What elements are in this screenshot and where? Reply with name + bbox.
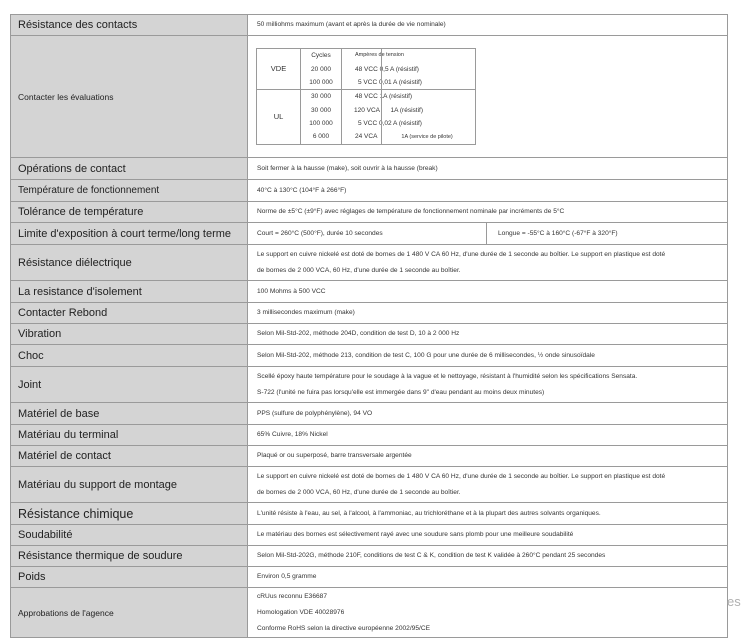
value-line: de bornes de 2 000 VCA, 60 Hz, d'une durée de 1 seconde au boîtier. <box>257 488 461 496</box>
row-label: Résistance diélectrique <box>11 245 248 281</box>
contact-ratings-table <box>256 48 476 145</box>
cycles-cell: 100 000 <box>309 78 333 86</box>
table-row <box>11 425 728 446</box>
table-row <box>11 15 728 36</box>
amps-header: Ampères de tension <box>355 52 404 59</box>
row-label: Matériau du terminal <box>11 425 248 446</box>
row-label: Joint <box>11 367 248 403</box>
amps-cell: 5 VCC 0,02 A (résistif) <box>358 120 422 128</box>
table-row <box>11 281 728 303</box>
row-label: Résistance chimique <box>11 503 248 525</box>
row-label: La resistance d'isolement <box>11 281 248 303</box>
ratings-vde-row <box>257 49 476 90</box>
value-line: Homologation VDE 40028976 <box>257 608 345 616</box>
row-label: Poids <box>11 567 248 588</box>
cycles-cell: 100 000 <box>309 120 333 128</box>
amps-cell: 24 VCA <box>355 133 378 141</box>
cycles-cell: Cycles <box>311 52 331 60</box>
row-label: Contacter les évaluations <box>11 36 248 158</box>
row-label: Tolérance de température <box>11 202 248 223</box>
ratings-group-vde: VDE <box>257 49 301 90</box>
table-row <box>11 345 728 367</box>
table-row <box>11 223 728 245</box>
row-label: Température de fonctionnement <box>11 180 248 202</box>
table-row <box>11 403 728 425</box>
row-label: Matériel de contact <box>11 446 248 467</box>
amps-cell: 120 VCA 1A (résistif) <box>354 106 423 114</box>
amps-cell: 48 VCC 1A (résistif) <box>355 93 413 101</box>
value-line: Conforme RoHS selon la directive européenne 2002/95/CE <box>257 624 431 632</box>
row-value: L'unité résiste à l'eau, au sel, à l'alcool, à l'ammoniac, au trichloréthane et à la plupart des autres solvants organiques. <box>248 503 728 525</box>
value-line: cRUus reconnu E36687 <box>257 592 328 600</box>
long-term-value: Longue = -55°C à 160°C (-67°F à 320°F) <box>498 230 618 237</box>
table-row <box>11 367 728 403</box>
row-label: Matériau du support de montage <box>11 467 248 503</box>
value-line: de bornes de 2 000 VCA, 60 Hz, d'une durée de 1 seconde au boîtier. <box>257 266 461 274</box>
table-row <box>11 180 728 202</box>
table-row <box>11 324 728 345</box>
row-label: Choc <box>11 345 248 367</box>
table-row <box>11 158 728 180</box>
cycles-cell: 30 000 <box>311 106 331 114</box>
specifications-table <box>10 14 728 638</box>
cycles-cell: 6 000 <box>312 133 330 141</box>
row-value: 50 milliohms maximum (avant et après la durée de vie nominale) <box>248 15 728 36</box>
row-value: Soit fermer à la hausse (make), soit ouvrir à la hausse (break) <box>248 158 728 180</box>
row-label: Opérations de contact <box>11 158 248 180</box>
table-row <box>11 245 728 281</box>
row-value: Selon Mil-Std-202G, méthode 210F, conditions de test C & K, condition de test K validée à 260°C pendant 25 secondes <box>248 546 728 567</box>
row-label: Soudabilité <box>11 525 248 546</box>
value-line: Scellé époxy haute température pour le soudage à la vague et le nettoyage, résistant à l'humidité selon les spécifications Sensata. <box>257 372 638 380</box>
table-row <box>11 202 728 223</box>
row-label: Approbations de l'agence <box>11 588 248 638</box>
table-row <box>11 446 728 467</box>
row-value: Norme de ±5°C (±9°F) avec réglages de température de fonctionnement nominale par incréments de 5°C <box>248 202 728 223</box>
row-value: Selon Mil-Std-202, méthode 213, condition de test C, 100 G pour une durée de 6 millisecondes, ½ onde sinusoïdale <box>248 345 728 367</box>
value-line: Le support en cuivre nickelé est doté de bornes de 1 480 V CA 60 Hz, d'une durée de 1 seconde au boîtier. Le support en plastique est doté <box>257 472 666 480</box>
table-row <box>11 546 728 567</box>
table-row <box>11 567 728 588</box>
row-label: Matériel de base <box>11 403 248 425</box>
row-value: Plaqué or ou superposé, barre transversale argentée <box>248 446 728 467</box>
short-term-value: Court = 260°C (500°F), durée 10 secondes <box>248 223 487 244</box>
ratings-ul-row <box>257 90 476 145</box>
row-value: 3 millisecondes maximum (make) <box>248 303 728 324</box>
row-label: Limite d'exposition à court terme/long terme <box>11 223 248 245</box>
table-row <box>11 303 728 324</box>
row-value: 100 Mohms à 500 VCC <box>248 281 728 303</box>
row-value: Environ 0,5 gramme <box>248 567 728 588</box>
table-row <box>11 588 728 638</box>
table-row <box>11 525 728 546</box>
row-label: Résistance thermique de soudure <box>11 546 248 567</box>
amps-cell: 48 VCC 0,5 A (résistif) <box>355 65 419 73</box>
amps-cell: 5 VCC 0,01 A (résistif) <box>358 78 422 86</box>
row-value: PPS (sulfure de polyphénylène), 94 VO <box>248 403 728 425</box>
pilot-duty-note: 1A (service de pilote) <box>401 134 453 141</box>
overflow-text-fragment: es <box>727 594 741 609</box>
table-row <box>11 36 728 158</box>
row-label: Contacter Rebond <box>11 303 248 324</box>
table-row <box>11 467 728 503</box>
cycles-cell: 30 000 <box>311 93 331 101</box>
value-line: S-722 (l'unité ne fuira pas lorsqu'elle est immergée dans 9" d'eau pendant au moins deux minutes) <box>257 388 545 396</box>
row-label: Résistance des contacts <box>11 15 248 36</box>
value-line: Le support en cuivre nickelé est doté de bornes de 1 480 V CA 60 Hz, d'une durée de 1 seconde au boîtier. Le support en plastique est doté <box>257 250 666 258</box>
cycles-cell: 20 000 <box>311 65 331 73</box>
row-value: Le matériau des bornes est sélectivement rayé avec une soudure sans plomb pour une meilleure soudabilité <box>248 525 728 546</box>
row-value: 65% Cuivre, 18% Nickel <box>248 425 728 446</box>
row-value: 40°C à 130°C (104°F à 266°F) <box>248 180 728 202</box>
ratings-group-ul: UL <box>257 90 301 145</box>
row-label: Vibration <box>11 324 248 345</box>
table-row <box>11 503 728 525</box>
row-value: Selon Mil-Std-202, méthode 204D, condition de test D, 10 à 2 000 Hz <box>248 324 728 345</box>
